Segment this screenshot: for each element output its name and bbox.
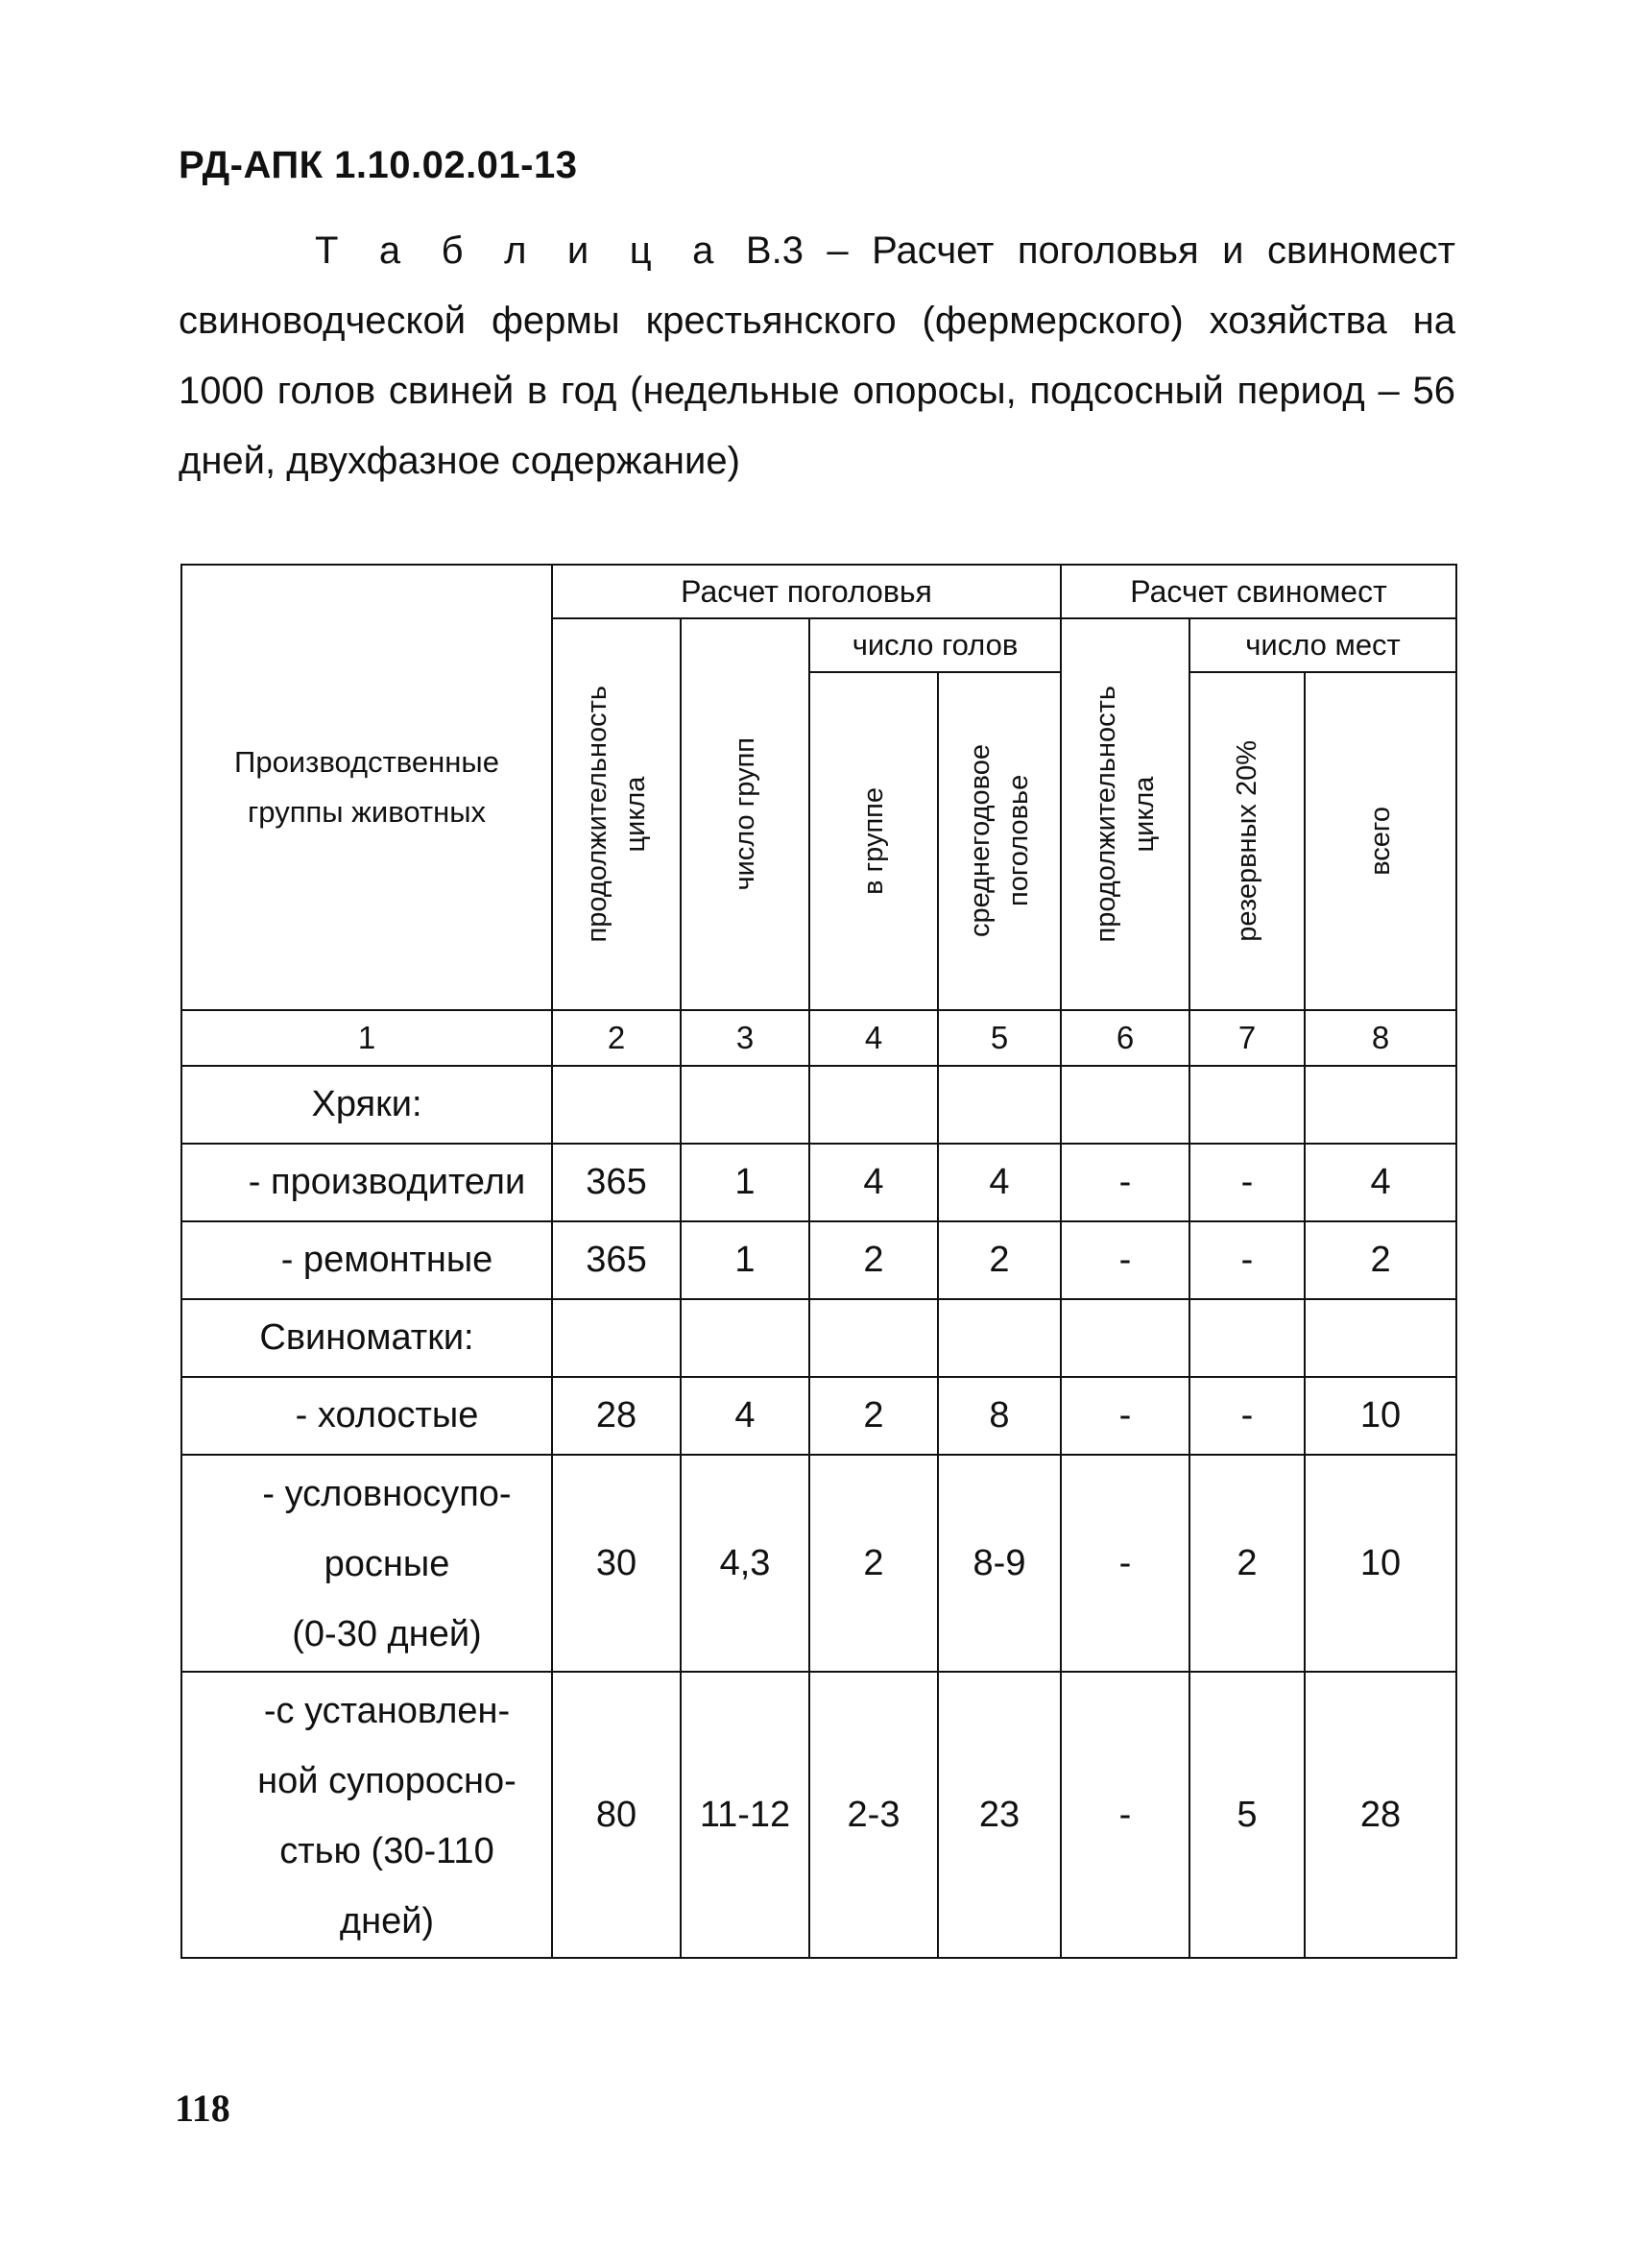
table-cell: 2 (809, 1221, 938, 1299)
table-cell: 4,3 (681, 1455, 809, 1672)
row-label: - условносупо- росные (0-30 дней) (181, 1455, 552, 1672)
table-caption (179, 216, 1455, 496)
table-cell: - (1061, 1377, 1189, 1455)
table-cell: - (1189, 1377, 1305, 1455)
table-cell: 4 (1305, 1144, 1456, 1221)
table-cell: 80 (552, 1672, 681, 1958)
table-cell: 10 (1305, 1455, 1456, 1672)
table-cell: 2 (938, 1221, 1061, 1299)
table-cell: 11-12 (681, 1672, 809, 1958)
column-number: 8 (1305, 1010, 1456, 1066)
table-cell: 4 (938, 1144, 1061, 1221)
table-cell: 2-3 (809, 1672, 938, 1958)
table-cell: 365 (552, 1144, 681, 1221)
table-cell: 2 (1189, 1455, 1305, 1672)
table-cell: - (1189, 1144, 1305, 1221)
table-cell: 2 (1305, 1221, 1456, 1299)
caption-text: В.3 – Расчет поголовья и свиномест свиноводческой фермы крестьянского (фермерского) хозяйства на 1000 голов свиней в год (недельные опоросы, подсосный период – 56 дней, двухфазное содержание) (179, 229, 1455, 482)
column-number: 5 (938, 1010, 1061, 1066)
section-label-boars: Хряки: (181, 1066, 552, 1144)
table-cell: 10 (1305, 1377, 1456, 1455)
row-label: - холостые (181, 1377, 552, 1455)
table-cell: - (1061, 1455, 1189, 1672)
table-row (181, 1299, 1456, 1377)
table-cell: - (1061, 1221, 1189, 1299)
table-row (181, 1377, 1456, 1455)
table-cell: 5 (1189, 1672, 1305, 1958)
table-cell: 1 (681, 1144, 809, 1221)
header-cycle-duration-2: продолжительность цикла (1061, 618, 1189, 1010)
table-cell: - (1061, 1144, 1189, 1221)
header-reserve: резервных 20% (1189, 672, 1305, 1010)
table-cell: - (1061, 1672, 1189, 1958)
table-row (181, 1672, 1456, 1958)
section-label-sows: Свиноматки: (181, 1299, 552, 1377)
table-cell: 365 (552, 1221, 681, 1299)
header-in-group: в группе (809, 672, 938, 1010)
row-label: - производители (181, 1144, 552, 1221)
header-places-calc: Расчет свиномест (1061, 565, 1456, 618)
column-number-row (181, 1010, 1456, 1066)
header-cycle-duration: продолжительность цикла (552, 618, 681, 1010)
table-cell: 8-9 (938, 1455, 1061, 1672)
header-places-count: число мест (1189, 618, 1456, 672)
header-livestock-calc: Расчет поголовья (552, 565, 1061, 618)
column-number: 4 (809, 1010, 938, 1066)
header-total: всего (1305, 672, 1456, 1010)
table-cell: 30 (552, 1455, 681, 1672)
table-cell: 2 (809, 1377, 938, 1455)
header-heads-count: число голов (809, 618, 1061, 672)
table-cell: 4 (809, 1144, 938, 1221)
header-group: Производственные группы животных (181, 565, 552, 1010)
column-number: 3 (681, 1010, 809, 1066)
table-cell: 1 (681, 1221, 809, 1299)
table-cell: 28 (1305, 1672, 1456, 1958)
header-avg-annual: среднегодовое поголовье (938, 672, 1061, 1010)
header-groups-count: число групп (681, 618, 809, 1010)
table-row (181, 1221, 1456, 1299)
column-number: 6 (1061, 1010, 1189, 1066)
table-cell: 23 (938, 1672, 1061, 1958)
table-row (181, 1144, 1456, 1221)
table-cell: 28 (552, 1377, 681, 1455)
livestock-table (180, 564, 1457, 1959)
column-number: 1 (181, 1010, 552, 1066)
document-code: РД-АПК 1.10.02.01-13 (179, 144, 578, 186)
column-number: 2 (552, 1010, 681, 1066)
table-cell: 8 (938, 1377, 1061, 1455)
row-label: - ремонтные (181, 1221, 552, 1299)
caption-label: Т а б л и ц а (315, 229, 723, 272)
table-cell: 4 (681, 1377, 809, 1455)
table-cell: 2 (809, 1455, 938, 1672)
table-row (181, 1455, 1456, 1672)
table-cell: - (1189, 1221, 1305, 1299)
column-number: 7 (1189, 1010, 1305, 1066)
table-row (181, 1066, 1456, 1144)
page-number: 118 (175, 2087, 230, 2130)
row-label: -с установлен- ной супоросно- стью (30-110 дней) (181, 1672, 552, 1958)
